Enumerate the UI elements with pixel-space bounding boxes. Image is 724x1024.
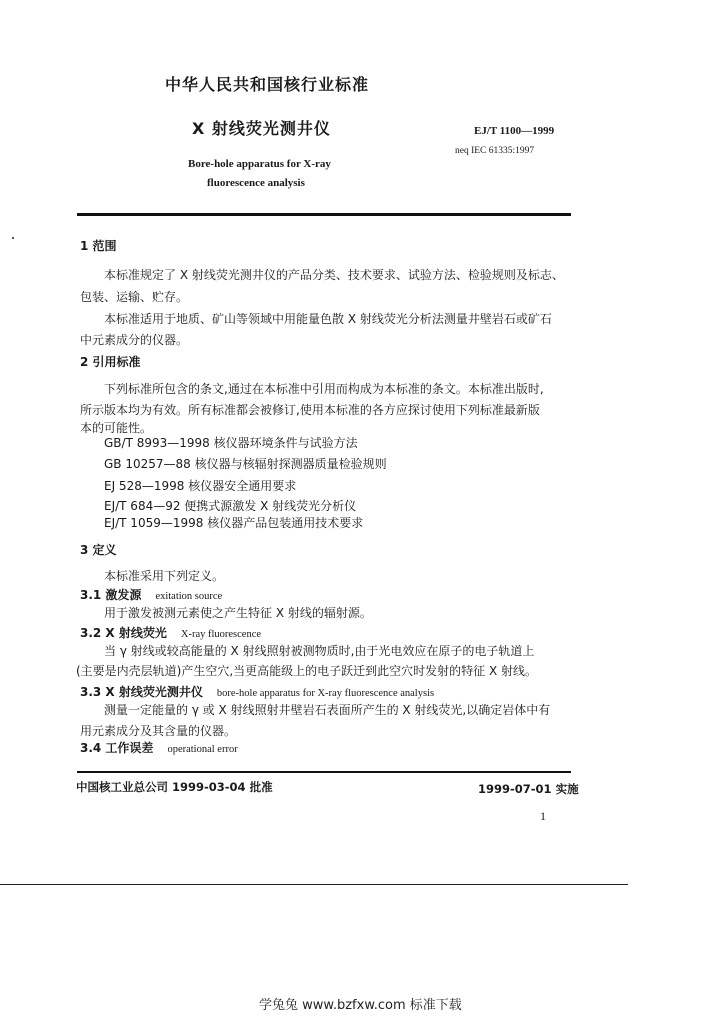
scan-speck bbox=[12, 237, 14, 239]
document-title-cn: X 射线荧光测井仪 bbox=[192, 119, 331, 138]
equivalence-note: neq IEC 61335:1997 bbox=[455, 146, 535, 156]
definition-3-4-term-cn: 3.4 工作误差 bbox=[80, 741, 154, 755]
definition-3-1-term-en: exitation source bbox=[155, 591, 223, 602]
definition-3-1-term-cn: 3.1 激发源 bbox=[80, 588, 142, 602]
document-title-en-line1: Bore-hole apparatus for X-ray bbox=[188, 158, 331, 170]
section-1-paragraph-2-line-2: 中元素成分的仪器。 bbox=[80, 333, 189, 347]
definition-3-2-term-cn: 3.2 X 射线荧光 bbox=[80, 626, 167, 640]
definition-3-4-term bbox=[80, 739, 238, 756]
section-1-paragraph-2-line-1: 本标准适用于地质、矿山等领域中用能量色散 X 射线荧光分析法测量井壁岩石或矿石 bbox=[104, 312, 552, 326]
reference-item: GB 10257—88 核仪器与核辐射探测器质量检验规则 bbox=[104, 457, 387, 471]
section-1-paragraph-1-line-2: 包装、运输、贮存。 bbox=[80, 290, 189, 304]
section-2-paragraph-line-2: 所示版本均为有效。所有标准都会被修订,使用本标准的各方应探讨使用下列标准最新版 bbox=[80, 403, 540, 417]
section-2-heading: 2 引用标准 bbox=[80, 355, 141, 369]
watermark-footer: 学兔兔 www.bzfxw.com 标准下载 bbox=[259, 998, 462, 1013]
definition-3-2-text-line-2: (主要是内壳层轨道)产生空穴,当更高能级上的电子跃迁到此空穴时发射的特征 X 射线。 bbox=[76, 664, 538, 678]
definition-3-1-term bbox=[80, 586, 222, 603]
section-2-paragraph-line-3: 本的可能性。 bbox=[80, 421, 153, 435]
reference-item: GB/T 8993—1998 核仪器环境条件与试验方法 bbox=[104, 436, 358, 450]
section-1-paragraph-1-line-1: 本标准规定了 X 射线荧光测井仪的产品分类、技术要求、试验方法、检验规则及标志、 bbox=[104, 268, 564, 282]
definition-3-2-term-en: X-ray fluorescence bbox=[180, 629, 262, 640]
definition-3-1-text: 用于激发被测元素使之产生特征 X 射线的辐射源。 bbox=[104, 606, 372, 620]
footer-rule bbox=[77, 771, 571, 773]
section-2-paragraph-line-1: 下列标准所包含的条文,通过在本标准中引用而构成为本标准的条文。本标准出版时, bbox=[104, 382, 544, 396]
definition-3-3-term-cn: 3.3 X 射线荧光测井仪 bbox=[80, 685, 203, 699]
definition-3-3-term bbox=[80, 683, 434, 700]
definition-3-3-term-en: bore-hole apparatus for X-ray fluorescence analysis bbox=[216, 688, 435, 699]
approval-line: 中国核工业总公司 1999-03-04 批准 bbox=[76, 780, 273, 794]
definition-3-2-text-line-1: 当 γ 射线或较高能量的 X 射线照射被测物质时,由于光电效应在原子的电子轨道上 bbox=[104, 644, 535, 658]
definition-3-2-term bbox=[80, 624, 261, 641]
definition-3-3-text-line-1: 测量一定能量的 γ 或 X 射线照射井壁岩石表面所产生的 X 射线荧光,以确定岩体中有 bbox=[104, 703, 551, 717]
standard-code: EJ/T 1100—1999 bbox=[474, 125, 555, 137]
definition-3-3-text-line-2: 用元素成分及其含量的仪器。 bbox=[80, 724, 237, 738]
definition-3-4-term-en: operational error bbox=[167, 744, 238, 755]
document-title-en-line2: fluorescence analysis bbox=[207, 177, 305, 189]
page-bottom-rule bbox=[0, 884, 628, 885]
section-1-heading: 1 范围 bbox=[80, 239, 117, 253]
implementation-date: 1999-07-01 实施 bbox=[478, 782, 579, 796]
header-rule bbox=[77, 213, 571, 216]
reference-item: EJ 528—1998 核仪器安全通用要求 bbox=[104, 479, 297, 493]
section-3-heading: 3 定义 bbox=[80, 543, 117, 557]
reference-item: EJ/T 1059—1998 核仪器产品包装通用技术要求 bbox=[104, 516, 364, 530]
page-number: 1 bbox=[540, 809, 546, 823]
section-3-intro: 本标准采用下列定义。 bbox=[104, 569, 225, 583]
standard-type-title: 中华人民共和国核行业标准 bbox=[165, 75, 370, 94]
reference-item: EJ/T 684—92 便携式源激发 X 射线荧光分析仪 bbox=[104, 499, 357, 513]
